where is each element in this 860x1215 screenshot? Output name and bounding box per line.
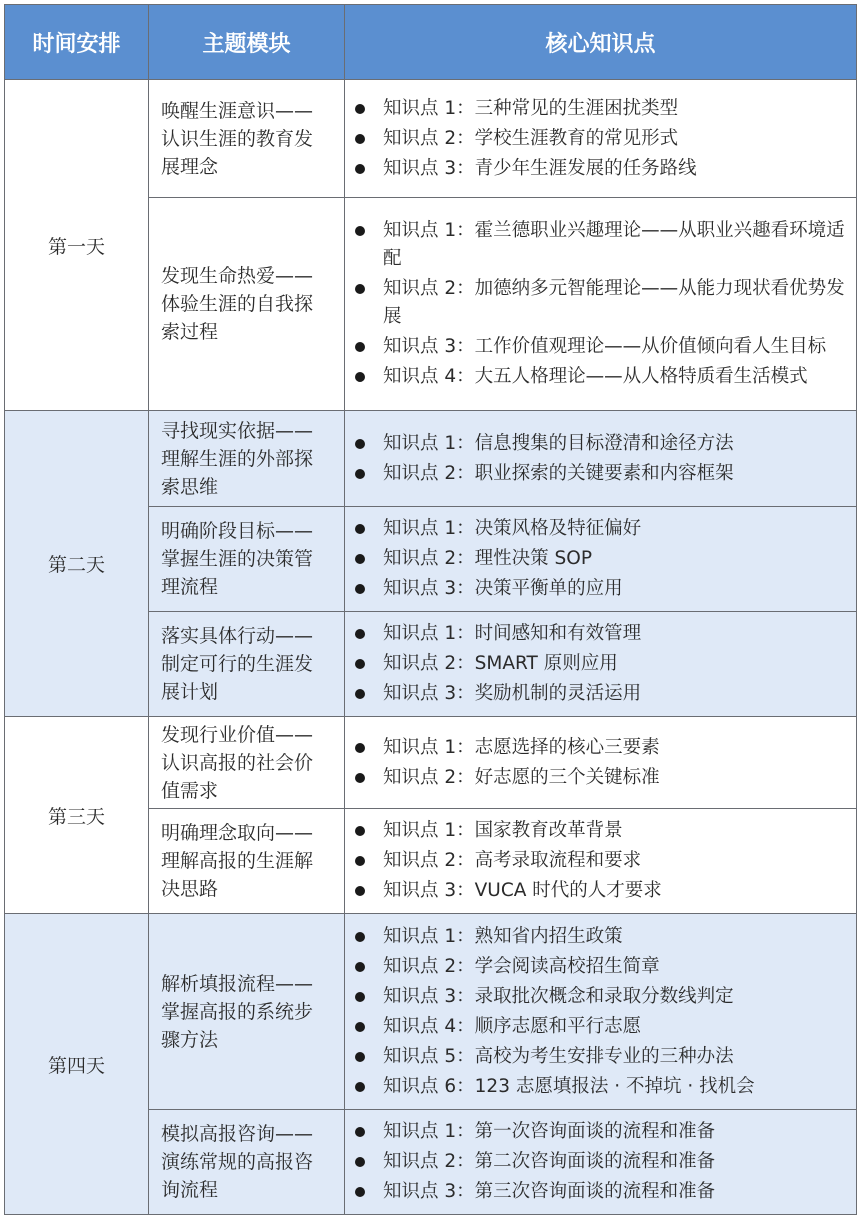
module-cell: 寻找现实依据——理解生涯的外部探索思维 — [149, 411, 345, 507]
point-text: 知识点 3：工作价值观理论——从价值倾向看人生目标 — [383, 336, 827, 357]
list-item — [355, 155, 848, 183]
point-text: 知识点 3：录取批次概念和录取分数线判定 — [383, 985, 734, 1007]
list-item — [355, 1073, 848, 1101]
list-item — [355, 1178, 848, 1206]
point-text: 知识点 3：奖励机制的灵活运用 — [383, 683, 642, 704]
point-text: 知识点 1：三种常见的生涯困扰类型 — [383, 97, 679, 119]
point-text: 知识点 1：信息搜集的目标澄清和途径方法 — [383, 432, 734, 454]
points-cell — [345, 914, 857, 1110]
bullet-icon — [355, 962, 365, 972]
list-item — [355, 1148, 848, 1176]
bullet-icon — [355, 856, 365, 866]
bullet-icon — [355, 886, 365, 896]
point-text: 知识点 1：决策风格及特征偏好 — [383, 518, 642, 539]
list-item — [355, 877, 848, 905]
point-text: 知识点 2：加德纳多元智能理论——从能力现状看优势发展 — [383, 278, 845, 327]
bullet-icon — [355, 372, 365, 382]
list-item — [355, 620, 848, 648]
bullet-icon — [355, 992, 365, 1002]
bullet-icon — [355, 226, 365, 236]
module-cell: 唤醒生涯意识——认识生涯的教育发展理念 — [149, 80, 345, 198]
bullet-icon — [355, 932, 365, 942]
bullet-icon — [355, 1157, 365, 1167]
bullet-icon — [355, 524, 365, 534]
header-time: 时间安排 — [5, 5, 149, 80]
module-cell: 发现行业价值——认识高报的社会价值需求 — [149, 717, 345, 809]
points-cell — [345, 198, 857, 411]
point-text: 知识点 1：熟知省内招生政策 — [383, 925, 623, 947]
list-item — [355, 430, 848, 458]
bullet-icon — [355, 439, 365, 449]
point-text: 知识点 4：顺序志愿和平行志愿 — [383, 1015, 642, 1037]
point-text: 知识点 2：理性决策 SOP — [383, 548, 592, 569]
point-text: 知识点 3：第三次咨询面谈的流程和准备 — [383, 1181, 716, 1202]
list-item — [355, 650, 848, 678]
point-text: 知识点 1：国家教育改革背景 — [383, 820, 623, 841]
list-item — [355, 983, 848, 1011]
list-item — [355, 847, 848, 875]
point-text: 知识点 3：青少年生涯发展的任务路线 — [383, 157, 697, 179]
bullet-icon — [355, 1127, 365, 1137]
point-text: 知识点 2：第二次咨询面谈的流程和准备 — [383, 1151, 716, 1172]
bullet-icon — [355, 689, 365, 699]
bullet-icon — [355, 134, 365, 144]
bullet-icon — [355, 584, 365, 594]
bullet-icon — [355, 1082, 365, 1092]
module-cell: 明确阶段目标——掌握生涯的决策管理流程 — [149, 507, 345, 612]
bullet-icon — [355, 773, 365, 783]
list-item — [355, 1043, 848, 1071]
points-cell — [345, 411, 857, 507]
day-cell: 第一天 — [5, 80, 149, 411]
list-item — [355, 217, 848, 273]
point-text: 知识点 6：123 志愿填报法 · 不掉坑 · 找机会 — [383, 1075, 755, 1097]
bullet-icon — [355, 469, 365, 479]
point-text: 知识点 5：高校为考生安排专业的三种办法 — [383, 1045, 734, 1067]
points-cell — [345, 80, 857, 198]
points-cell — [345, 507, 857, 612]
point-text: 知识点 2：高考录取流程和要求 — [383, 850, 642, 871]
bullet-icon — [355, 629, 365, 639]
bullet-icon — [355, 342, 365, 352]
bullet-icon — [355, 104, 365, 114]
schedule-table — [4, 4, 857, 1215]
list-item — [355, 734, 848, 762]
bullet-icon — [355, 1187, 365, 1197]
list-item — [355, 680, 848, 708]
bullet-icon — [355, 826, 365, 836]
point-text: 知识点 2：好志愿的三个关键标准 — [383, 766, 660, 788]
point-text: 知识点 3：决策平衡单的应用 — [383, 578, 623, 599]
bullet-icon — [355, 659, 365, 669]
point-text: 知识点 1：第一次咨询面谈的流程和准备 — [383, 1121, 716, 1142]
list-item — [355, 923, 848, 951]
table-row — [5, 717, 857, 809]
module-cell: 解析填报流程——掌握高报的系统步骤方法 — [149, 914, 345, 1110]
table-row — [5, 80, 857, 198]
day-cell: 第四天 — [5, 914, 149, 1215]
point-text: 知识点 2：SMART 原则应用 — [383, 653, 618, 674]
point-text: 知识点 1：霍兰德职业兴趣理论——从职业兴趣看环境适配 — [383, 220, 845, 269]
point-text: 知识点 1：志愿选择的核心三要素 — [383, 736, 660, 758]
bullet-icon — [355, 284, 365, 294]
list-item — [355, 460, 848, 488]
list-item — [355, 1118, 848, 1146]
list-item — [355, 575, 848, 603]
day-cell: 第二天 — [5, 411, 149, 717]
points-cell — [345, 1110, 857, 1215]
list-item — [355, 1013, 848, 1041]
bullet-icon — [355, 554, 365, 564]
list-item — [355, 953, 848, 981]
points-cell — [345, 612, 857, 717]
table-header-row — [5, 5, 857, 80]
list-item — [355, 545, 848, 573]
point-text: 知识点 3：VUCA 时代的人才要求 — [383, 880, 662, 901]
points-cell — [345, 809, 857, 914]
point-text: 知识点 2：职业探索的关键要素和内容框架 — [383, 462, 734, 484]
list-item — [355, 363, 848, 391]
list-item — [355, 764, 848, 792]
table-row — [5, 411, 857, 507]
points-cell — [345, 717, 857, 809]
module-cell: 模拟高报咨询——演练常规的高报咨询流程 — [149, 1110, 345, 1215]
list-item — [355, 515, 848, 543]
list-item — [355, 275, 848, 331]
module-cell: 落实具体行动——制定可行的生涯发展计划 — [149, 612, 345, 717]
point-text: 知识点 2：学会阅读高校招生简章 — [383, 955, 660, 977]
bullet-icon — [355, 743, 365, 753]
list-item — [355, 333, 848, 361]
bullet-icon — [355, 164, 365, 174]
module-cell: 明确理念取向——理解高报的生涯解决思路 — [149, 809, 345, 914]
list-item — [355, 125, 848, 153]
header-module: 主题模块 — [149, 5, 345, 80]
module-cell: 发现生命热爱——体验生涯的自我探索过程 — [149, 198, 345, 411]
bullet-icon — [355, 1052, 365, 1062]
list-item — [355, 817, 848, 845]
point-text: 知识点 2：学校生涯教育的常见形式 — [383, 127, 679, 149]
list-item — [355, 95, 848, 123]
table-row — [5, 914, 857, 1110]
day-cell: 第三天 — [5, 717, 149, 914]
point-text: 知识点 1：时间感知和有效管理 — [383, 623, 642, 644]
header-points: 核心知识点 — [345, 5, 857, 80]
point-text: 知识点 4：大五人格理论——从人格特质看生活模式 — [383, 366, 808, 387]
bullet-icon — [355, 1022, 365, 1032]
